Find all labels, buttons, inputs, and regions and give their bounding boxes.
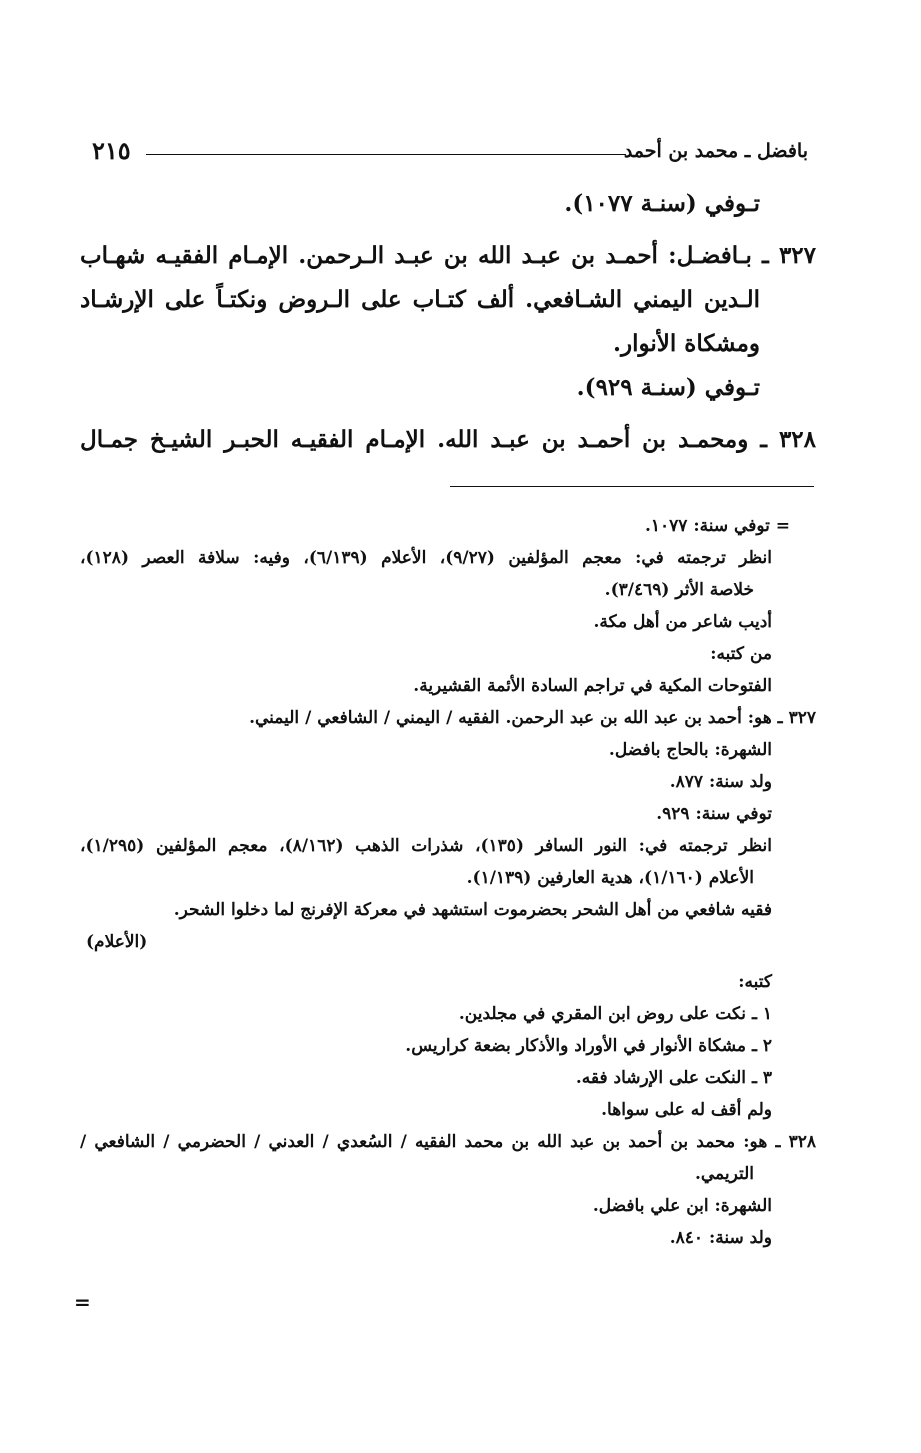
running-title: بافضل ـ محمد بن أحمد xyxy=(623,140,808,162)
footnotes xyxy=(80,510,816,1254)
note-gap xyxy=(80,958,816,966)
page-header xyxy=(92,136,808,176)
header-rule xyxy=(146,154,626,155)
continuation-mark: = xyxy=(74,1290,91,1314)
note-source: (الأعلام) xyxy=(86,932,148,952)
page-number: ٢١٥ xyxy=(92,136,131,165)
note-line: ٢ ـ مشكاة الأنوار في الأوراد والأذكار بضعة كراريس. xyxy=(405,1036,772,1056)
note-line: ١ ـ نكت على روض ابن المقري في مجلدين. xyxy=(458,1004,772,1024)
note-line: ٣٢٨ ـ هو: محمد بن أحمد بن عبد الله بن محمد الفقيه / السُعدي / العدني / الحضرمي / الشافعي / xyxy=(80,1132,816,1152)
note-line: خلاصة الأثر (٣/٤٦٩). xyxy=(604,580,754,600)
entry-327-line-4: تـوفي (سنـة ٩٢٩). xyxy=(576,374,760,401)
entry-327-number: ٣٢٧ ـ xyxy=(762,242,816,269)
note-line: كتبه: xyxy=(738,972,772,992)
entry-327-line-1-text: أحمـد بن عبـد الله بن عبـد الـرحمن. الإمـام الفقيـه شهـاب xyxy=(80,242,658,269)
note-line: توفي سنة: ٩٢٩. xyxy=(656,804,772,824)
entry-328 xyxy=(80,418,816,462)
note-line: التريمي. xyxy=(694,1164,754,1184)
note-line: الشهرة: بالحاج بافضل. xyxy=(608,740,772,760)
note-line: الأعلام (١/١٦٠)، هدية العارفين (١/١٣٩). xyxy=(466,868,754,888)
note-line: أديب شاعر من أهل مكة. xyxy=(593,612,772,632)
note-line: ولم أقف له على سواها. xyxy=(601,1100,772,1120)
entry-327-line-2: الـدين اليمني الشـافعي. ألف كتـاب على الـروض ونكتـاً على الإرشـاد xyxy=(80,286,760,313)
entry-327-line-3: ومشكاة الأنوار. xyxy=(612,330,760,357)
entry-328-number: ٣٢٨ ـ xyxy=(760,426,816,453)
note-line: انظر ترجمته في: معجم المؤلفين (٩/٢٧)، الأعلام (٦/١٣٩)، وفيه: سلافة العصر (١٢٨)، xyxy=(80,548,772,568)
note-line: الفتوحات المكية في تراجم السادة الأئمة القشيرية. xyxy=(413,676,772,696)
main-line-death-1077: تـوفي (سنـة ١٠٧٧). xyxy=(564,190,760,217)
entry-327-line-1 xyxy=(80,234,816,278)
note-line: ولد سنة: ٨٤٠. xyxy=(669,1228,772,1248)
entry-327-name: بـافضـل: xyxy=(668,242,752,269)
note-line: ولد سنة: ٨٧٧. xyxy=(669,772,772,792)
entry-328-line-1 xyxy=(80,418,816,462)
main-text xyxy=(80,182,816,462)
entry-328-line-1-text: ومحمـد بن أحمـد بن عبـد الله. الإمـام الفقيـه الحبـر الشيـخ جمـال xyxy=(80,426,749,453)
note-line: = توفي سنة: ١٠٧٧. xyxy=(644,516,790,536)
note-line: من كتبه: xyxy=(710,644,772,664)
note-line: الشهرة: ابن علي بافضل. xyxy=(592,1196,772,1216)
entry-327 xyxy=(80,234,816,410)
note-line: انظر ترجمته في: النور السافر (١٣٥)، شذرات الذهب (٨/١٦٢)، معجم المؤلفين (١/٢٩٥)، xyxy=(80,836,772,856)
footnote-separator xyxy=(450,486,814,487)
note-line: ٣٢٧ ـ هو: أحمد بن عبد الله بن عبد الرحمن. الفقيه / اليمني / الشافعي / اليمني. xyxy=(249,708,816,728)
note-line: فقيه شافعي من أهل الشحر بحضرموت استشهد في معركة الإفرنج لما دخلوا الشحر. xyxy=(173,900,772,920)
note-line: ٣ ـ النكت على الإرشاد فقه. xyxy=(575,1068,772,1088)
